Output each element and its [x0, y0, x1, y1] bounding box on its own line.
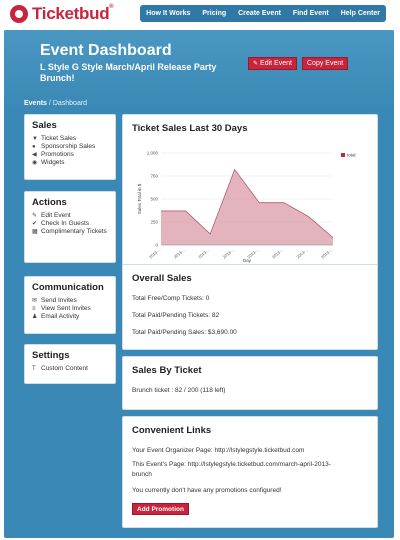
settings-heading: Settings: [32, 350, 70, 361]
sales-by-ticket-panel: [122, 356, 378, 410]
sponsorship-icon: ●: [32, 144, 36, 150]
sidebar-item-check-in-guests[interactable]: ✔ Check In Guests: [32, 220, 90, 227]
nav-create-event[interactable]: Create Event: [238, 10, 281, 17]
sales-heading: Sales: [32, 120, 57, 131]
breadcrumb-events-link[interactable]: Events: [24, 100, 47, 107]
sales-menu: [24, 114, 116, 180]
convenient-links-heading: Convenient Links: [132, 425, 212, 436]
text-icon: T: [32, 366, 36, 372]
ticketbud-logo[interactable]: [10, 4, 113, 24]
x-tick-label: 2013-...: [221, 246, 236, 260]
page-title: Event Dashboard: [40, 42, 172, 59]
event-page-link[interactable]: This Event's Page: http://lstylegstyle.ticketbud.com/march-april-2013-: [132, 461, 331, 468]
top-bar: [0, 0, 400, 28]
main-nav: [140, 5, 386, 22]
y-tick-label: 250: [150, 219, 158, 225]
sales-by-ticket-heading: Sales By Ticket: [132, 365, 202, 376]
y-tick-label: 0: [155, 242, 158, 248]
ticket-grid-icon: ▦: [32, 229, 38, 235]
sidebar-item-promotions[interactable]: ◀ Promotions: [32, 151, 74, 158]
legend-swatch: [341, 153, 345, 157]
x-tick-label: 2013-...: [148, 246, 162, 260]
legend-label: total: [347, 152, 356, 158]
settings-menu: [24, 344, 116, 384]
communication-heading: Communication: [32, 282, 104, 293]
user-icon: ♟: [32, 314, 38, 320]
sales-area: [161, 170, 333, 245]
copy-event-button[interactable]: Copy Event: [302, 57, 348, 70]
sidebar-item-view-sent-invites[interactable]: ≡ View Sent Invites: [32, 305, 91, 312]
y-tick-label: 500: [150, 196, 158, 202]
sidebar-item-edit-event[interactable]: ✎ Edit Event: [32, 212, 71, 219]
logo-text: Ticketbud®: [32, 4, 114, 23]
edit-event-button[interactable]: ✎ Edit Event: [248, 57, 297, 70]
overall-sales-heading: Overall Sales: [132, 273, 192, 284]
x-tick-label: 2013-...: [320, 246, 334, 260]
nav-help-center[interactable]: Help Center: [340, 10, 380, 17]
send-icon: ✉: [32, 298, 38, 304]
no-promotions-message: You currently don't have any promotions configured!: [132, 487, 282, 494]
widget-icon: ◉: [32, 160, 38, 166]
sidebar-item-complimentary-tickets[interactable]: ▦ Complimentary Tickets: [32, 228, 107, 235]
pencil-icon: ✎: [32, 213, 38, 219]
total-paid-pending-sales: Total Paid/Pending Sales: $3,690.00: [132, 329, 237, 336]
organizer-page-link[interactable]: Your Event Organizer Page: http://lstylegstyle.ticketbud.com: [132, 447, 305, 454]
convenient-links-panel: [122, 416, 378, 528]
sidebar-item-ticket-sales[interactable]: ▼ Ticket Sales: [32, 135, 77, 142]
sidebar-item-widgets[interactable]: ◉ Widgets: [32, 159, 65, 166]
total-free-comp-tickets: Total Free/Comp Tickets: 0: [132, 295, 210, 302]
breadcrumb-current: Dashboard: [52, 100, 88, 107]
ticket-sales-chart: [123, 115, 379, 285]
ticket-icon: ▼: [32, 136, 38, 142]
logo-mark-icon: [10, 5, 28, 23]
sidebar-item-sponsorship-sales[interactable]: ● Sponsorship Sales: [32, 143, 96, 150]
megaphone-icon: ◀: [32, 152, 37, 158]
actions-menu: [24, 191, 116, 263]
pencil-icon: ✎: [253, 61, 259, 67]
x-tick-label: 2013-...: [172, 246, 187, 260]
sidebar-item-email-activity[interactable]: ♟ Email Activity: [32, 313, 80, 320]
nav-find-event[interactable]: Find Event: [292, 10, 329, 17]
y-tick-label: 1,000: [146, 150, 158, 156]
x-tick-label: 2013-...: [295, 246, 310, 260]
overall-sales-panel: [122, 264, 378, 350]
sidebar-item-send-invites[interactable]: ✉ Send Invites: [32, 297, 77, 304]
sidebar-item-custom-content[interactable]: T Custom Content: [32, 365, 88, 372]
list-icon: ≡: [32, 306, 36, 312]
total-paid-pending-tickets: Total Paid/Pending Tickets: 82: [132, 312, 220, 319]
communication-menu: [24, 276, 116, 334]
nav-pricing[interactable]: Pricing: [202, 10, 227, 17]
event-page-link-cont[interactable]: brunch: [132, 471, 152, 478]
add-promotion-button[interactable]: Add Promotion: [132, 503, 189, 515]
checkmark-icon: ✔: [32, 221, 38, 227]
y-tick-label: 750: [150, 173, 158, 179]
dashboard-area: [4, 30, 394, 538]
x-tick-label: 2013-...: [246, 246, 260, 260]
nav-how-it-works[interactable]: How It Works: [146, 10, 191, 17]
x-tick-label: 2013-...: [270, 246, 285, 260]
brunch-ticket-count: Brunch ticket : 82 / 200 (118 left): [132, 387, 226, 394]
ticket-sales-panel: [122, 114, 378, 284]
actions-heading: Actions: [32, 197, 67, 208]
ticket-sales-heading: Ticket Sales Last 30 Days: [132, 123, 248, 134]
event-name: L Style G Style March/April Release Party Brunch!: [40, 62, 217, 83]
breadcrumb: Events / Dashboard: [24, 100, 88, 107]
x-axis-label: Day: [242, 258, 252, 263]
x-tick-label: 2013-...: [197, 246, 211, 260]
y-axis-label: Sales Total in $: [137, 183, 142, 215]
